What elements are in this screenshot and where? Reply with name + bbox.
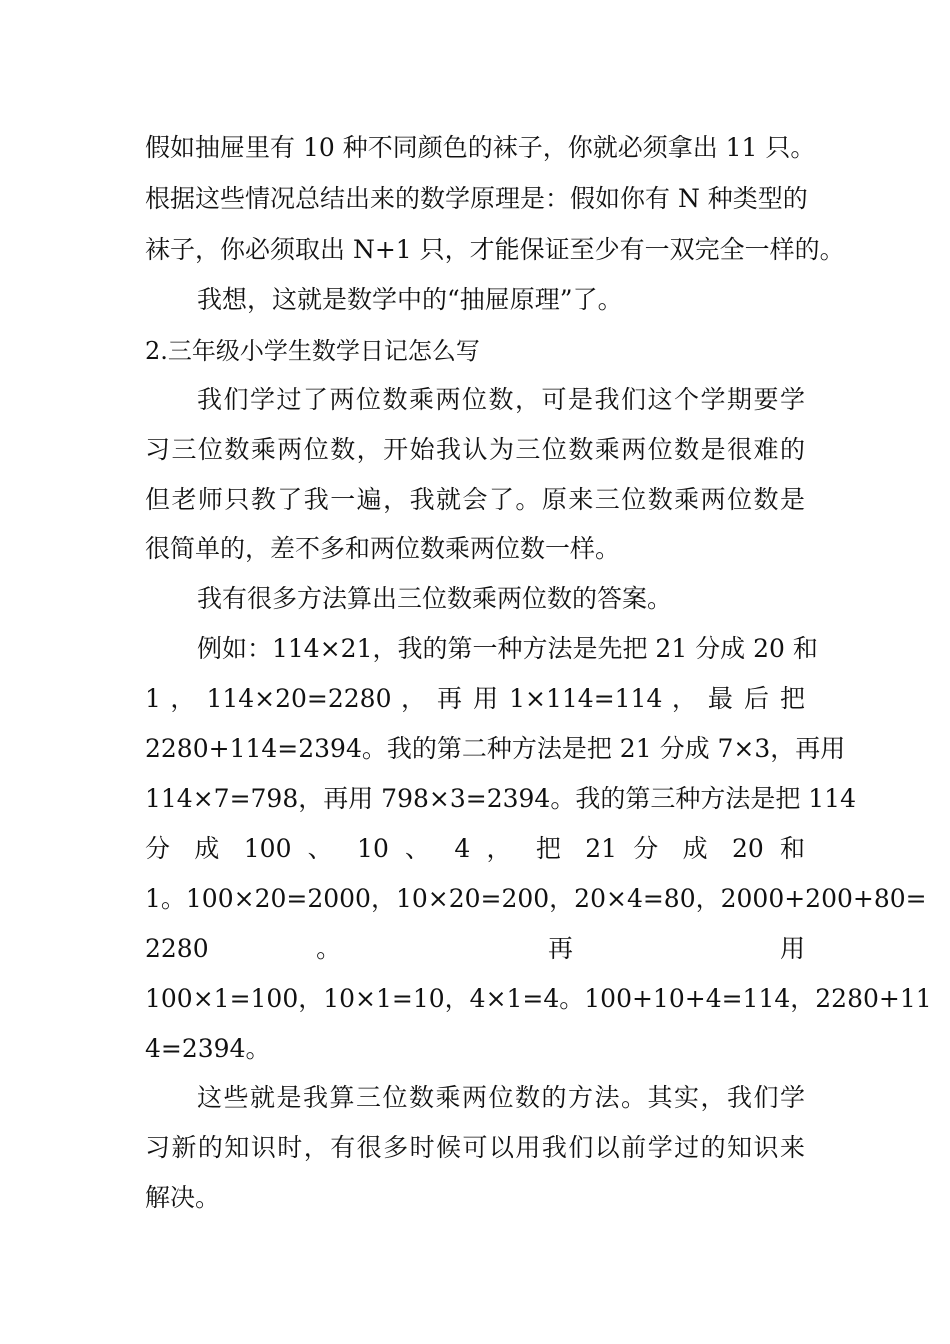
paragraph-line: 114×7=798，再用 798×3=2394。我的第三种方法是把 114 (145, 784, 856, 813)
paragraph-line: 4=2394。 (145, 1034, 271, 1063)
paragraph-line: 我们学过了两位数乘两位数，可是我们这个学期要学 (197, 385, 805, 414)
paragraph-line: 2280+114=2394。我的第二种方法是把 21 分成 7×3，再用 (145, 734, 846, 763)
paragraph-line: 分 成 100 、 10 、 4 ， 把 21 分 成 20 和 (145, 834, 805, 863)
paragraph-line: 很简单的，差不多和两位数乘两位数一样。 (145, 534, 621, 563)
paragraph-line: 2280 。 再 用 (145, 934, 805, 963)
paragraph-line: 这些就是我算三位数乘两位数的方法。其实，我们学 (197, 1083, 805, 1112)
paragraph-line: 1 ， 114×20=2280 ， 再 用 1×114=114 ， 最 后 把 (145, 684, 805, 713)
paragraph-line: 假如抽屉里有 10 种不同颜色的袜子，你就必须拿出 11 只。 (145, 133, 816, 162)
paragraph-line: 习三位数乘两位数，开始我认为三位数乘两位数是很难的 (145, 435, 805, 464)
paragraph-line: 我有很多方法算出三位数乘两位数的答案。 (197, 584, 673, 613)
paragraph-line: 1。100×20=2000，10×20=200，20×4=80，2000+200+80= (145, 884, 927, 913)
paragraph-line: 我想，这就是数学中的“抽屉原理”了。 (197, 285, 623, 314)
paragraph-line: 100×1=100，10×1=10，4×1=4。100+10+4=114，2280+11 (145, 984, 932, 1013)
paragraph-line: 袜子，你必须取出 N+1 只，才能保证至少有一双完全一样的。 (145, 235, 845, 264)
paragraph-line: 根据这些情况总结出来的数学原理是：假如你有 N 种类型的 (145, 184, 808, 213)
paragraph-line: 但老师只教了我一遍，我就会了。原来三位数乘两位数是 (145, 485, 805, 514)
paragraph-line: 习新的知识时，有很多时候可以用我们以前学过的知识来 (145, 1133, 805, 1162)
section-heading: 2.三年级小学生数学日记怎么写 (145, 337, 480, 365)
paragraph-line: 例如：114×21，我的第一种方法是先把 21 分成 20 和 (197, 634, 818, 663)
paragraph-line: 解决。 (145, 1183, 221, 1212)
